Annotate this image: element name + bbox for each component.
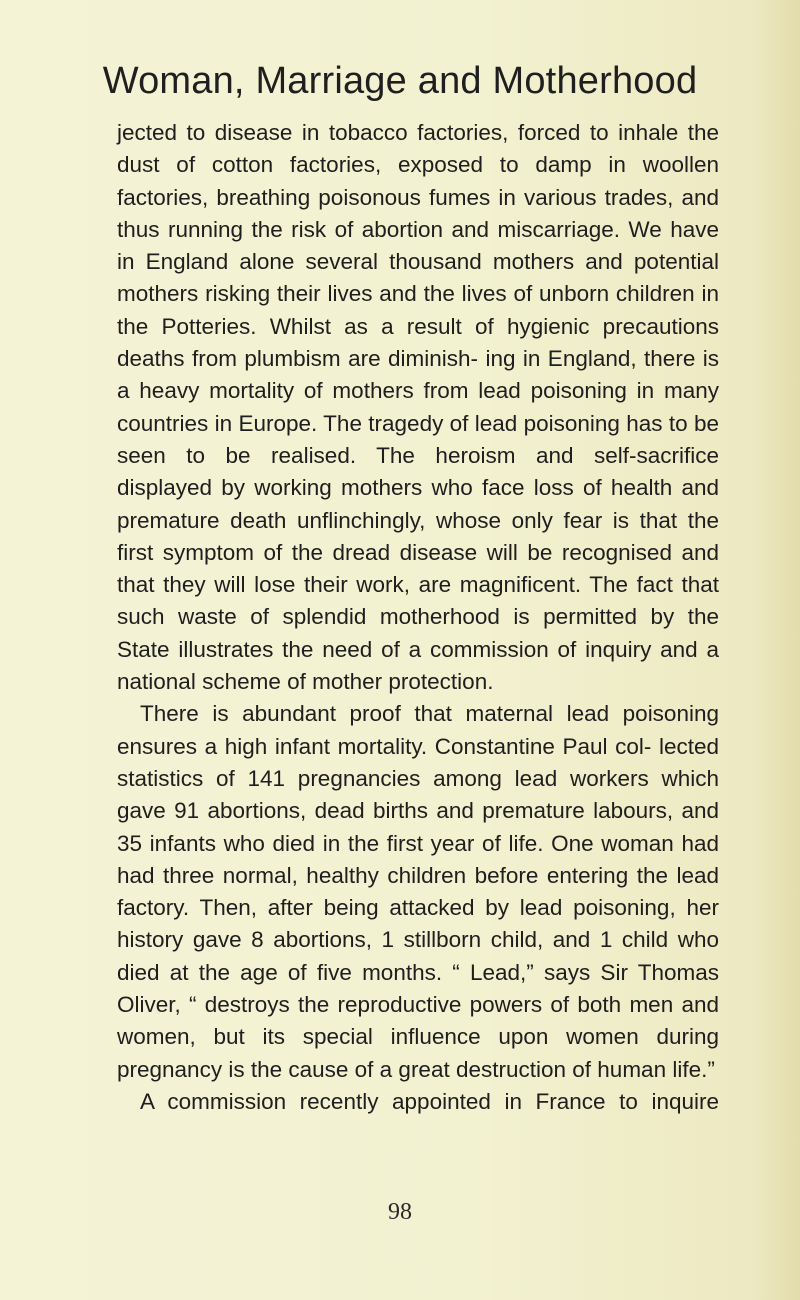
paragraph-2: There is abundant proof that maternal lead poisoning ensures a high infant mortality. Constantine Paul col- lected statistics of 141 pregnancies among lead workers which gave 91 abortions, dead births and premature labours, and 35 infants who died in the first year of life. One woman had had three normal, healthy children before entering the lead factory. Then, after being attacked by lead poisoning, her history gave 8 abortions, 1 stillborn child, and 1 child who died at the age of five months. “ Lead,” says Sir Thomas Oliver, “ destroys the reproductive powers of both men and women, but its special influence upon women during pregnancy is the cause of a great destruction of human life.” [117, 701, 719, 1082]
running-head-title: Woman, Marriage and Motherhood [102, 60, 698, 102]
paragraph-3: A commission recently appointed in France to inquire [140, 1088, 719, 1114]
body-text [117, 117, 719, 1118]
page-number: 98 [388, 1199, 412, 1225]
paragraph-1: jected to disease in tobacco factories, forced to inhale the dust of cotton factories, exposed to damp in woollen factories, breathing poisonous fumes in various trades, and thus running the risk of abortion and miscarriage. We have in England alone several thousand mothers and potential mothers risking their lives and the lives of unborn children in the Potteries. Whilst as a result of hygienic precautions deaths from plumbism are diminish- ing in England, there is a heavy mortality of mothers from lead poisoning in many countries in Europe. The tragedy of lead poisoning has to be seen to be realised. The heroism and self-sacrifice displayed by working mothers who face loss of health and premature death unflinchingly, whose only fear is that the first symptom of the dread disease will be recognised and that they will lose their work, are magnificent. The fact that such waste of splendid motherhood is permitted by the State illustrates the need of a commission of inquiry and a national scheme of mother protection. [117, 120, 719, 695]
